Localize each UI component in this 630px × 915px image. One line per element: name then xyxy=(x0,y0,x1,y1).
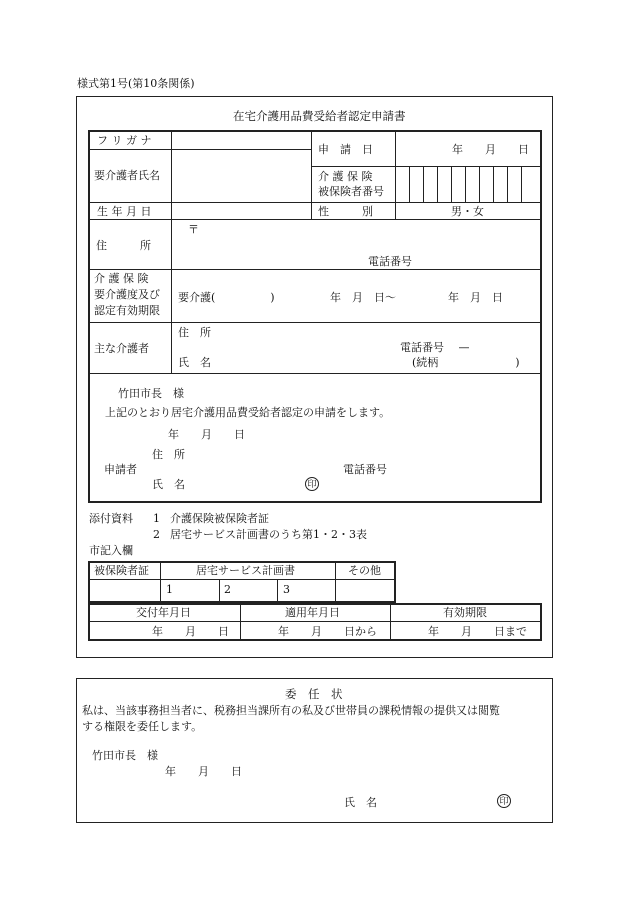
caregiver-phone: 電話番号 — xyxy=(400,341,470,354)
sex-label: 性 別 xyxy=(318,205,373,218)
insured-label: 介 護 保 険 xyxy=(318,170,373,183)
office-col-plan: 居宅サービス計画書 xyxy=(196,564,295,577)
valid-period-value: 年 月 日まで xyxy=(428,625,527,638)
care-to[interactable]: 年 月 日 xyxy=(448,291,503,304)
address-label: 住 所 xyxy=(96,239,151,252)
applicant-label: 申請者 xyxy=(104,463,137,476)
caregiver-label: 主な介護者 xyxy=(94,342,149,355)
attachment-2: 居宅サービス計画書のうち第1・2・3表 xyxy=(170,528,367,541)
name-label: 要介護者氏名 xyxy=(94,169,160,182)
postal-mark: 〒 xyxy=(188,223,199,236)
caregiver-relation: (続柄 ) xyxy=(412,356,520,369)
apply-date-value-office: 年 月 日から xyxy=(278,625,377,638)
office-sub-2: 2 xyxy=(224,583,231,596)
furigana-input[interactable] xyxy=(174,132,308,148)
applicant-address: 住 所 xyxy=(152,448,185,461)
care-from[interactable]: 年 月 日〜 xyxy=(330,291,396,304)
attachment-2-number: 2 xyxy=(153,528,160,541)
apply-date-label: 申 請 日 xyxy=(318,143,373,156)
sex-value[interactable]: 男・女 xyxy=(451,205,484,218)
insured-number-label: 被保険者番号 xyxy=(318,185,384,198)
apply-date-value[interactable]: 年 月 日 xyxy=(452,143,529,156)
phone-label: 電話番号 xyxy=(368,255,412,268)
office-col-insured: 被保険者証 xyxy=(94,564,149,577)
delegation-addressee: 竹田市長 様 xyxy=(92,749,158,762)
form-title: 在宅介護用品費受給者認定申請書 xyxy=(233,109,406,123)
caregiver-name: 氏 名 xyxy=(178,356,211,369)
name-input[interactable] xyxy=(174,152,308,200)
attachment-1-number: 1 xyxy=(153,512,160,525)
office-sub-3: 3 xyxy=(283,583,290,596)
addressee: 竹田市長 様 xyxy=(118,387,184,400)
attachment-1: 介護保険被保険者証 xyxy=(170,512,269,525)
delegation-name-label: 氏 名 xyxy=(344,796,377,809)
care-label-1: 介 護 保 険 xyxy=(94,272,149,285)
birth-label: 生 年 月 日 xyxy=(97,205,152,218)
attachments-label: 添付資料 xyxy=(89,512,133,525)
seal-mark: 印 xyxy=(305,477,319,491)
care-level[interactable]: 要介護( ) xyxy=(178,291,275,304)
applicant-name: 氏 名 xyxy=(152,478,185,491)
caregiver-address: 住 所 xyxy=(178,326,211,339)
delegation-text-2: する権限を委任します。 xyxy=(82,720,203,733)
issue-date-value: 年 月 日 xyxy=(152,625,229,638)
care-label-3: 認定有効期限 xyxy=(94,304,160,317)
issue-date-label: 交付年月日 xyxy=(136,606,191,619)
office-use-label: 市記入欄 xyxy=(89,544,133,557)
birth-input[interactable] xyxy=(174,204,308,218)
care-label-2: 要介護度及び xyxy=(94,288,160,301)
delegation-seal-mark: 印 xyxy=(497,794,511,808)
delegation-title: 委 任 状 xyxy=(285,687,343,701)
valid-period-label: 有効期限 xyxy=(443,606,487,619)
delegation-date[interactable]: 年 月 日 xyxy=(165,765,242,778)
form-number: 様式第1号(第10条関係) xyxy=(77,77,195,90)
apply-date-label-office: 適用年月日 xyxy=(285,606,340,619)
delegation-text-1: 私は、当該事務担当者に、税務担当課所有の私及び世帯員の課税情報の提供又は閲覧 xyxy=(82,704,500,717)
office-sub-1: 1 xyxy=(166,583,173,596)
application-date[interactable]: 年 月 日 xyxy=(168,428,245,441)
applicant-phone: 電話番号 xyxy=(343,463,387,476)
furigana-label: フ リ ガ ナ xyxy=(97,134,152,147)
office-col-other: その他 xyxy=(348,564,381,577)
statement: 上記のとおり居宅介護用品費受給者認定の申請をします。 xyxy=(105,406,391,419)
